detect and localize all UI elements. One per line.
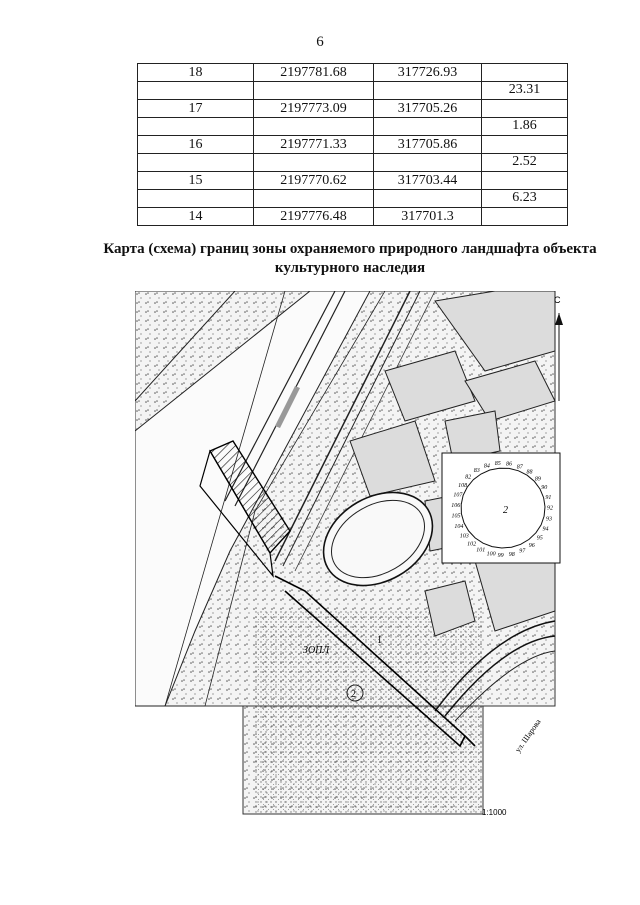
inset-diagram	[442, 453, 560, 563]
inset-point-label: 88	[526, 469, 533, 476]
table-cell-dist	[482, 136, 568, 154]
street-label: ул. Шарова	[513, 717, 543, 755]
inset-point-label: 86	[506, 461, 512, 468]
table-cell-dist: 1.86	[482, 118, 568, 136]
inset-point-label: 104	[454, 524, 464, 530]
inset-point-label: 93	[546, 516, 552, 523]
table-cell-point	[138, 190, 254, 208]
table-row	[138, 64, 568, 82]
table-cell-point	[138, 82, 254, 100]
inset-point-label: 98	[508, 552, 515, 558]
table-row	[138, 118, 568, 136]
inset-point-label: 87	[516, 464, 523, 471]
table-cell-x: 2197781.68	[254, 64, 374, 82]
inset-point-label: 90	[541, 485, 548, 492]
table-cell-y	[373, 190, 481, 208]
inset-center-label: 2	[503, 505, 508, 516]
table-row	[138, 136, 568, 154]
table-cell-x: 2197771.33	[254, 136, 374, 154]
inset-point-label: 84	[483, 463, 490, 470]
zone-2-label: 2	[351, 689, 356, 700]
table-cell-y	[373, 82, 481, 100]
table-cell-y	[373, 118, 481, 136]
table-cell-dist	[482, 100, 568, 118]
table-cell-y: 317701.3	[373, 208, 481, 226]
table-row	[138, 190, 568, 208]
table-cell-point	[138, 154, 254, 172]
inset-point-label: 97	[519, 548, 526, 555]
table-cell-point: 15	[138, 172, 254, 190]
inset-point-label: 99	[497, 553, 504, 559]
inset-point-label: 107	[453, 492, 463, 499]
scale-label: 1:1000	[482, 808, 507, 817]
table-cell-dist	[482, 172, 568, 190]
table-cell-y: 317703.44	[373, 172, 481, 190]
table-cell-dist	[482, 208, 568, 226]
boundary-map	[135, 291, 567, 821]
inset-point-label: 103	[459, 533, 469, 540]
table-cell-point	[138, 118, 254, 136]
inset-point-label: 101	[476, 547, 486, 554]
table-cell-point: 17	[138, 100, 254, 118]
table-row	[138, 154, 568, 172]
map-title: Карта (схема) границ зоны охраняемого природного ландшафта объекта культурного наследия	[103, 241, 597, 276]
inset-point-label: 94	[542, 526, 549, 533]
inset-point-label: 83	[473, 467, 480, 474]
inset-point-label: 89	[534, 476, 541, 483]
coordinates-table	[137, 63, 568, 226]
inset-point-label: 106	[451, 503, 461, 509]
inset-point-label: 105	[451, 513, 461, 520]
table-cell-point: 14	[138, 208, 254, 226]
table-cell-x: 2197776.48	[254, 208, 374, 226]
inset-point-label: 95	[536, 535, 543, 542]
table-cell-x	[254, 82, 374, 100]
inset-point-label: 82	[465, 474, 472, 481]
table-cell-dist: 2.52	[482, 154, 568, 172]
inset-point-label: 102	[467, 541, 477, 548]
zone-label: ЗОПЛ	[303, 645, 330, 656]
table-cell-y: 317705.26	[373, 100, 481, 118]
table-cell-x: 2197770.62	[254, 172, 374, 190]
table-cell-y: 317726.93	[373, 64, 481, 82]
table-cell-dist: 23.31	[482, 82, 568, 100]
table-cell-x	[254, 118, 374, 136]
inset-point-label: 100	[486, 551, 496, 558]
table-cell-x	[254, 190, 374, 208]
inset-point-label: 92	[547, 505, 553, 512]
inset-point-label: 85	[494, 461, 501, 468]
table-row	[138, 100, 568, 118]
table-cell-y: 317705.86	[373, 136, 481, 154]
table-row	[138, 208, 568, 226]
svg-text:С: С	[554, 295, 561, 305]
table-cell-dist	[482, 64, 568, 82]
inset-point-label: 108	[458, 482, 468, 489]
table-cell-point: 16	[138, 136, 254, 154]
inset-point-label: 96	[528, 543, 535, 550]
table-cell-x	[254, 154, 374, 172]
zone-1-label: 1	[377, 635, 382, 646]
table-cell-dist: 6.23	[482, 190, 568, 208]
table-cell-x: 2197773.09	[254, 100, 374, 118]
table-row	[138, 172, 568, 190]
table-cell-point: 18	[138, 64, 254, 82]
table-row	[138, 82, 568, 100]
page-number: 6	[316, 34, 324, 50]
table-cell-y	[373, 154, 481, 172]
inset-point-label: 91	[545, 495, 552, 502]
